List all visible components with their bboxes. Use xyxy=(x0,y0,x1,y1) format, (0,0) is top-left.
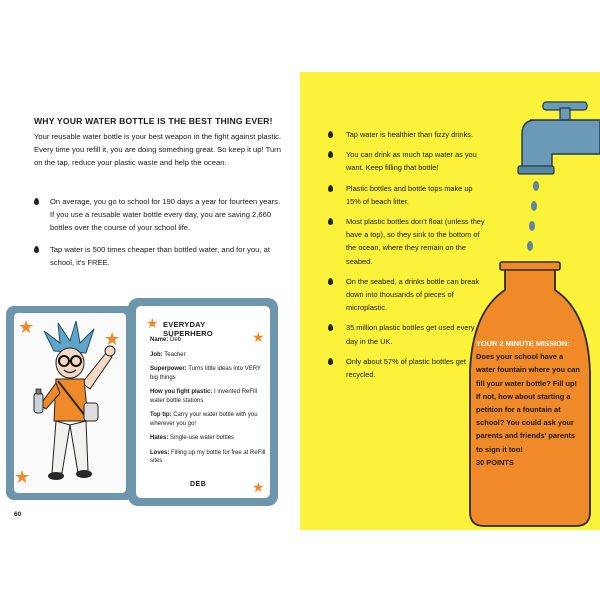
star-icon: ★ xyxy=(252,329,265,345)
hero-card-row: Top tip: Carry your water bottle with you wherever you go! xyxy=(150,412,258,427)
hero-card-title: EVERYDAY SUPERHERO xyxy=(163,320,213,338)
droplet-bullet-icon xyxy=(328,185,333,192)
star-icon: ★ xyxy=(14,467,31,487)
left-bullet-list xyxy=(34,195,286,277)
page-number: 60 xyxy=(14,511,22,518)
right-bullet: You can drink as much tap water as you want. Keep filling that bottle! xyxy=(328,148,488,174)
star-icon: ★ xyxy=(104,329,121,349)
left-page-title: WHY YOUR WATER BOTTLE IS THE BEST THING EVER! xyxy=(34,116,273,126)
droplet-bullet-icon xyxy=(34,198,39,205)
droplet-bullet-icon xyxy=(328,218,333,225)
droplet-bullet-icon xyxy=(34,246,39,253)
mission-box xyxy=(476,337,580,469)
right-bullet: On the seabed, a drinks bottle can break down into thousands of pieces of microplastic. xyxy=(328,275,488,315)
hero-card-rows xyxy=(150,336,266,472)
left-bullet: On average, you go to school for 190 days a year for fourteen years. If you use a reusable water bottle every day, you are saving 2,660 bottles over the course of your school life. xyxy=(34,195,286,235)
mission-text: Does your school have a water fountain where you can fill your water bottle? Fill up! If not, how about starting a petition for a fountain at school? You could ask your parents and friends' parents to sign it too! xyxy=(476,352,580,454)
right-bullet-list xyxy=(328,128,488,388)
mission-points: 30 POINTS xyxy=(476,457,514,467)
right-bullet: Tap water is healthier than fizzy drinks. xyxy=(328,128,488,141)
hero-card-row: How you fight plastic: I invented ReFill water bottle stations xyxy=(150,389,258,404)
droplet-bullet-icon xyxy=(328,324,333,331)
star-icon: ★ xyxy=(18,317,35,337)
right-page xyxy=(300,0,600,600)
droplet-bullet-icon xyxy=(328,358,333,365)
right-bullet: Plastic bottles and bottle tops make up 15% of beach litter. xyxy=(328,182,488,208)
right-bullet: Only about 57% of plastic bottles get recycled. xyxy=(328,355,488,381)
star-icon: ★ xyxy=(252,479,265,495)
hero-card-row: Job: Teacher xyxy=(150,351,186,358)
hero-card-row: Loves: Filling up my bottle for free at ReFill sites xyxy=(150,449,266,464)
mission-label: YOUR 2 MINUTE MISSION: xyxy=(476,339,570,348)
hero-card-row: Superpower: Turns little ideas into VERY big things xyxy=(150,366,261,381)
right-bullet: 35 million plastic bottles get used every day in the UK. xyxy=(328,321,488,347)
hero-card-signature: DEB xyxy=(190,481,207,488)
droplet-bullet-icon xyxy=(328,278,333,285)
left-page-intro: Your reusable water bottle is your best weapon in the fight against plastic. Every time you refill it, you are doing something great. So keep it up! Turn on the tap, reduce your plastic waste and help the ocean. xyxy=(34,132,282,168)
star-icon: ★ xyxy=(146,315,159,331)
droplet-bullet-icon xyxy=(328,131,333,138)
right-bullet: Most plastic bottles don't float (unless they have a top), so they sink to the bottom of the ocean, where they remain on the seabed. xyxy=(328,215,488,268)
left-bullet: Tap water is 500 times cheaper than bottled water, and for you, at school, it's FREE. xyxy=(34,243,286,269)
hero-card-row: Hates: Single-use water bottles xyxy=(150,435,235,441)
hero-card-row: Name: Deb xyxy=(150,337,182,343)
droplet-bullet-icon xyxy=(328,151,333,158)
